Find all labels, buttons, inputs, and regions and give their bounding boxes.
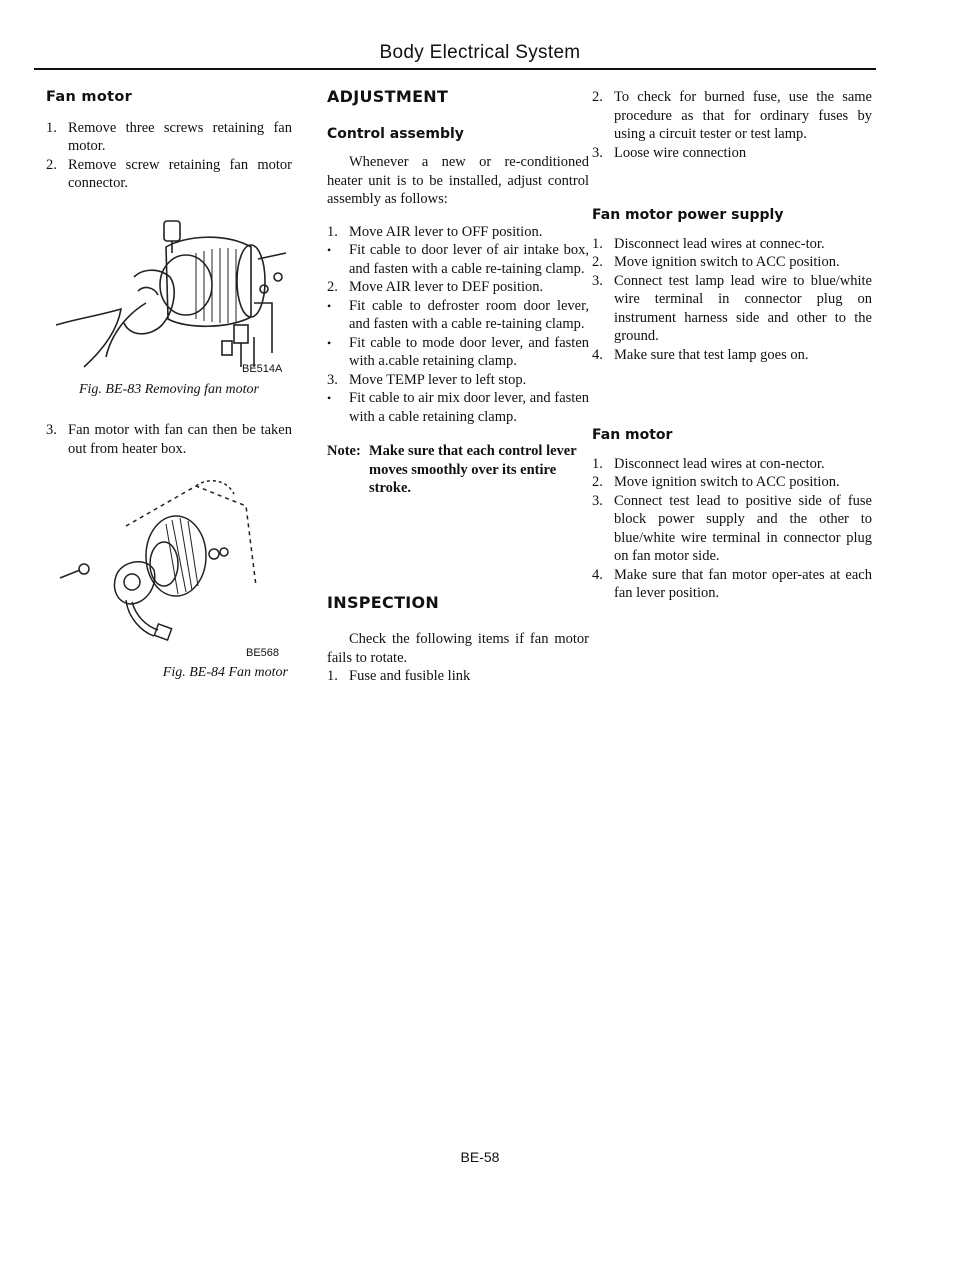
step-number: 1. (592, 455, 603, 472)
power-supply-heading: Fan motor power supply (592, 207, 784, 223)
step-number: 3. (592, 272, 603, 289)
step-number: 3. (46, 422, 57, 438)
fig2-code: BE568 (246, 647, 280, 659)
step-2 (46, 156, 292, 193)
step-number: 2. (592, 89, 603, 105)
step-number: 2. (46, 156, 57, 173)
figure-fan-motor (46, 466, 292, 666)
step-text: Loose wire connection (614, 144, 747, 161)
fig1-code: BE514A (242, 362, 283, 375)
step-number: 3. (592, 144, 603, 161)
step-text: Make sure that test lamp goes on. (614, 346, 809, 363)
fan-motor-check-heading: Fan motor (592, 427, 673, 443)
step-text: Connect test lead to positive side of fuse block power supply and the other to blue/white wire terminal in connector plug on fan motor side. (614, 492, 872, 564)
step-text: To check for burned fuse, use the same procedure as that for ordinary fuses by using a circuit tester or test lamp. (614, 89, 872, 142)
step-text: Fuse and fusible link (349, 668, 471, 684)
item-text: Fit cable to mode door lever, and fasten with a.cable retaining clamp. (349, 334, 589, 369)
fig2-caption: Fig. BE-84 Fan motor (162, 665, 288, 680)
item-marker: 3. (327, 371, 338, 388)
step-number: 1. (592, 235, 603, 252)
step-text: Fan motor with fan can then be taken out from heater box. (68, 422, 292, 457)
step-text: Move ignition switch to ACC position. (614, 474, 840, 490)
step-text: Disconnect lead wires at con-nector. (614, 455, 825, 472)
step-number: 2. (592, 254, 603, 270)
control-item (327, 223, 589, 242)
step-number: 3. (592, 492, 603, 509)
step-number: 2. (592, 474, 603, 490)
step-text: Move ignition switch to ACC position. (614, 254, 840, 270)
right-column (592, 88, 872, 603)
step-1 (46, 119, 292, 156)
figure-removing-fan-motor (46, 207, 292, 377)
item-text: Move TEMP lever to left stop. (349, 371, 527, 388)
fig1-caption: Fig. BE-83 Removing fan motor (78, 381, 260, 397)
fan-motor-illustration (46, 466, 292, 666)
control-steps (327, 223, 589, 427)
control-item (327, 241, 589, 278)
control-assembly-heading: Control assembly (327, 125, 464, 142)
removing-fan-motor-illustration (46, 207, 292, 377)
step-text: Remove screw retaining fan motor connector. (68, 156, 292, 191)
step-number: 4. (592, 346, 603, 363)
step-number: 1. (46, 119, 57, 136)
step-text: Make sure that fan motor oper-ates at each fan lever position. (614, 566, 872, 601)
page-header: Body Electrical System (379, 42, 581, 63)
control-item (327, 371, 589, 390)
power-step (592, 235, 872, 254)
step-number: 4. (592, 566, 603, 583)
power-step (592, 346, 872, 365)
inspection-heading: INSPECTION (327, 592, 440, 612)
control-intro: Whenever a new or re-conditioned heater unit is to be installed, adjust control assembly as follows: (327, 154, 589, 207)
inspection-step-3 (592, 144, 872, 163)
bullet-marker: • (327, 243, 332, 257)
bullet-marker: • (327, 298, 332, 313)
adjustment-heading: ADJUSTMENT (327, 87, 449, 106)
inspection-step-2 (592, 88, 872, 144)
left-column (46, 88, 292, 683)
bullet-marker: • (327, 391, 332, 405)
motor-step (592, 455, 872, 474)
control-item (327, 278, 589, 297)
control-item (327, 389, 589, 426)
motor-step (592, 566, 872, 603)
fan-motor-heading: Fan motor (46, 89, 133, 105)
item-marker: 2. (327, 279, 338, 295)
item-text: Move AIR lever to DEF position. (349, 279, 544, 295)
step-text: Connect test lamp lead wire to blue/white wire terminal in connector plug on instrument harness side and other to the ground. (614, 272, 872, 344)
item-text: Fit cable to air mix door lever, and fasten with a cable retaining clamp. (349, 390, 589, 425)
item-text: Fit cable to door lever of air intake box, and fasten with a cable re-taining clamp. (349, 242, 589, 277)
note-text: Make sure that each control lever moves smoothly over its entire stroke. (369, 443, 577, 496)
inspection-step-1 (327, 667, 589, 686)
step-text: Remove three screws retaining fan motor. (68, 119, 292, 154)
bullet-marker: • (327, 335, 332, 350)
power-step (592, 272, 872, 346)
power-step (592, 253, 872, 272)
motor-step (592, 492, 872, 566)
control-item (327, 297, 589, 334)
inspection-intro: Check the following items if fan motor fails to rotate. (327, 631, 589, 666)
fan-motor-steps (592, 455, 872, 603)
note-label: Note: (327, 443, 361, 459)
power-supply-steps (592, 235, 872, 365)
control-item (327, 334, 589, 371)
note (327, 442, 589, 498)
item-text: Move AIR lever to OFF position. (349, 223, 543, 240)
page-number: BE-58 (460, 1149, 500, 1165)
step-3 (46, 421, 292, 458)
step-number: 1. (327, 668, 338, 684)
step-text: Disconnect lead wires at connec-tor. (614, 235, 825, 252)
item-marker: 1. (327, 223, 338, 240)
item-text: Fit cable to defroster room door lever, and fasten with a cable re-taining clamp. (349, 297, 589, 332)
header-rule (34, 68, 876, 70)
middle-column (327, 88, 589, 686)
motor-step (592, 473, 872, 492)
